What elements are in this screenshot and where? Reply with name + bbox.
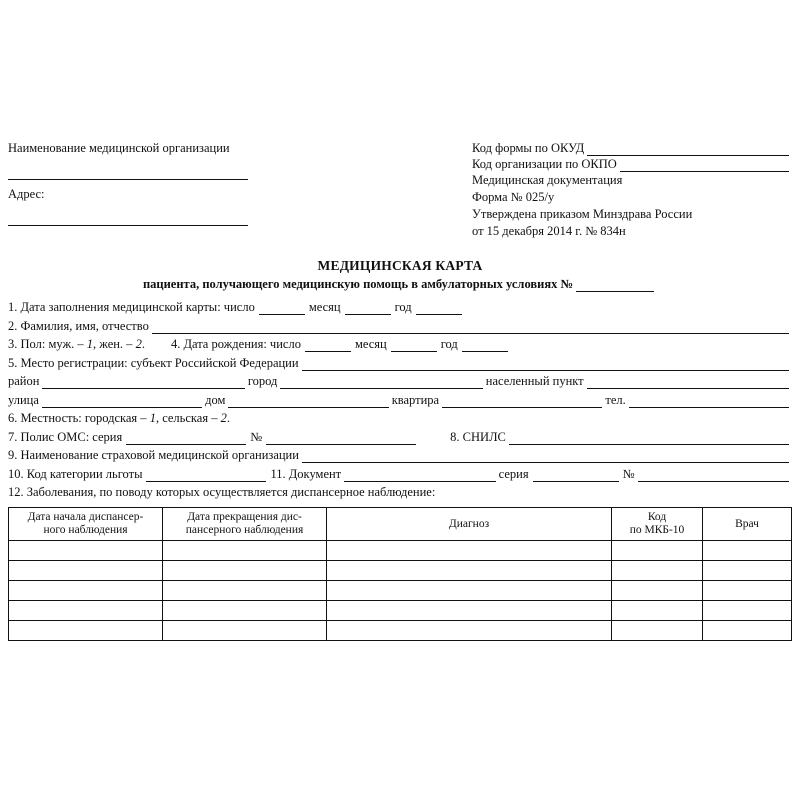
snils-line	[509, 432, 789, 445]
cell-icd-code[interactable]	[612, 601, 703, 621]
table-header-row	[9, 508, 792, 541]
organization-name-line	[8, 167, 248, 180]
settlement-line	[587, 376, 789, 389]
cell-diagnosis[interactable]	[327, 561, 612, 581]
table-row[interactable]	[9, 561, 792, 581]
field-registration-locality	[8, 374, 792, 389]
cell-end-date[interactable]	[163, 541, 327, 561]
card-number-line	[576, 279, 654, 292]
field-full-name	[8, 319, 792, 334]
fill-date-day-line	[259, 302, 305, 315]
cell-end-date[interactable]	[163, 621, 327, 641]
cell-end-date[interactable]	[163, 601, 327, 621]
cell-diagnosis[interactable]	[327, 581, 612, 601]
birth-date-label: 4. Дата рождения: число	[170, 337, 301, 351]
col-end-date-line2: пансерного наблюдения	[185, 524, 304, 536]
dispensary-table	[8, 507, 792, 641]
cell-icd-code[interactable]	[612, 621, 703, 641]
benefit-code-line	[146, 469, 266, 482]
phone-label: тел.	[605, 392, 626, 407]
cell-doctor[interactable]	[703, 601, 792, 621]
district-line	[42, 376, 244, 389]
col-start-date-header	[9, 508, 163, 541]
col-start-date-line1: Дата начала диспансер-	[27, 511, 144, 523]
address-line	[8, 213, 248, 226]
flat-label: квартира	[391, 392, 440, 407]
house-line	[228, 395, 388, 408]
okpo-label: Код организации по ОКПО	[472, 157, 617, 171]
col-end-date-line1: Дата прекращения дис-	[187, 511, 302, 523]
document-series-label: серия	[498, 466, 529, 481]
policy-series-label: 7. Полис ОМС: серия	[8, 429, 123, 444]
col-start-date-line2: ного наблюдения	[43, 524, 128, 536]
field-address-detail	[8, 393, 792, 408]
district-label: район	[8, 374, 40, 388]
cell-start-date[interactable]	[9, 621, 163, 641]
street-label: улица	[8, 392, 39, 407]
registration-region-line	[302, 358, 789, 371]
house-label: дом	[205, 392, 226, 407]
document-number-line	[638, 469, 789, 482]
policy-number-line	[266, 432, 416, 445]
sex-label: 3. Пол: муж. – 1, жен. – 2.	[8, 337, 145, 351]
flat-line	[442, 395, 602, 408]
benefit-code-label: 10. Код категории льготы	[8, 466, 143, 481]
col-icd-code-header	[612, 508, 703, 541]
field-locality-type	[8, 411, 792, 426]
birth-month-line	[391, 339, 437, 352]
field-insurance-org	[8, 448, 792, 463]
header-left-block	[8, 140, 408, 226]
col-icd-line1: Код	[647, 511, 667, 523]
document-number-label: №	[622, 466, 635, 481]
field-fill-date	[8, 300, 792, 315]
document-label: 11. Документ	[270, 466, 342, 481]
document-subtitle: пациента, получающего медицинскую помощь в амбулаторных условиях №	[142, 277, 574, 291]
policy-series-line	[126, 432, 246, 445]
form-fields	[8, 300, 792, 500]
full-name-label: 2. Фамилия, имя, отчество	[8, 318, 149, 333]
birth-year-line	[462, 339, 508, 352]
birth-day-line	[305, 339, 351, 352]
cell-diagnosis[interactable]	[327, 541, 612, 561]
okud-row	[472, 140, 792, 156]
doc-type-label: Медицинская документация	[472, 173, 623, 187]
cell-doctor[interactable]	[703, 541, 792, 561]
document-title: МЕДИЦИНСКАЯ КАРТА	[317, 258, 483, 273]
document-subtitle-row	[8, 277, 792, 292]
approval-line-2: от 15 декабря 2014 г. № 834н	[472, 224, 626, 238]
policy-number-label: №	[250, 429, 263, 444]
cell-start-date[interactable]	[9, 561, 163, 581]
form-number-label: Форма № 025/у	[472, 190, 555, 204]
col-doctor-header: Врач	[703, 508, 792, 541]
full-name-line	[152, 321, 789, 334]
registration-region-label: 5. Место регистрации: субъект Российской Федерации	[8, 355, 299, 370]
address-label: Адрес:	[8, 187, 45, 201]
col-icd-line2: по МКБ-10	[629, 524, 685, 536]
table-row[interactable]	[9, 621, 792, 641]
fill-date-label: 1. Дата заполнения медицинской карты: число	[8, 300, 255, 314]
document-series-line	[533, 469, 619, 482]
okud-line	[587, 143, 789, 156]
document-line	[344, 469, 495, 482]
city-label: город	[247, 374, 278, 388]
field-policy-and-snils	[8, 430, 792, 445]
col-diagnosis-header: Диагноз	[327, 508, 612, 541]
locality-type-label: 6. Местность: городская – 1, сельская – 2.	[8, 411, 230, 425]
organization-name-label: Наименование медицинской организации	[8, 141, 230, 155]
approval-line-1: Утверждена приказом Минздрава России	[472, 207, 693, 221]
city-line	[280, 376, 482, 389]
okud-label: Код формы по ОКУД	[472, 141, 585, 155]
street-line	[42, 395, 202, 408]
cell-diagnosis[interactable]	[327, 621, 612, 641]
cell-doctor[interactable]	[703, 561, 792, 581]
okpo-line	[620, 159, 789, 172]
birth-month-label: месяц	[354, 337, 387, 351]
table-row[interactable]	[9, 601, 792, 621]
field-dispensary-intro	[8, 485, 792, 500]
cell-end-date[interactable]	[163, 581, 327, 601]
dispensary-table-body	[9, 541, 792, 641]
title-block	[8, 258, 792, 292]
dispensary-intro-label: 12. Заболевания, по поводу которых осуществляется диспансерное наблюдение:	[8, 485, 436, 499]
cell-doctor[interactable]	[703, 621, 792, 641]
insurance-org-label: 9. Наименование страховой медицинской организации	[8, 448, 299, 462]
field-registration-region	[8, 356, 792, 371]
insurance-org-line	[302, 450, 789, 463]
header-right-block	[472, 140, 792, 240]
fill-date-month-line	[345, 302, 391, 315]
cell-doctor[interactable]	[703, 581, 792, 601]
cell-start-date[interactable]	[9, 581, 163, 601]
birth-year-label: год	[440, 337, 458, 351]
cell-icd-code[interactable]	[612, 581, 703, 601]
fill-date-year-line	[416, 302, 462, 315]
field-sex-and-birth	[8, 337, 792, 352]
col-end-date-header	[163, 508, 327, 541]
cell-start-date[interactable]	[9, 541, 163, 561]
cell-start-date[interactable]	[9, 601, 163, 621]
form-sheet	[8, 140, 792, 641]
fill-date-year-label: год	[394, 300, 412, 314]
table-row[interactable]	[9, 541, 792, 561]
cell-icd-code[interactable]	[612, 541, 703, 561]
field-benefit-and-document	[8, 467, 792, 482]
phone-line	[629, 395, 789, 408]
cell-icd-code[interactable]	[612, 561, 703, 581]
cell-diagnosis[interactable]	[327, 601, 612, 621]
form-header	[8, 140, 792, 240]
dispensary-table-head	[9, 508, 792, 541]
fill-date-month-label: месяц	[308, 300, 341, 314]
table-row[interactable]	[9, 581, 792, 601]
settlement-label: населенный пункт	[485, 374, 584, 388]
snils-label: 8. СНИЛС	[450, 429, 506, 444]
okpo-row	[472, 156, 792, 172]
cell-end-date[interactable]	[163, 561, 327, 581]
